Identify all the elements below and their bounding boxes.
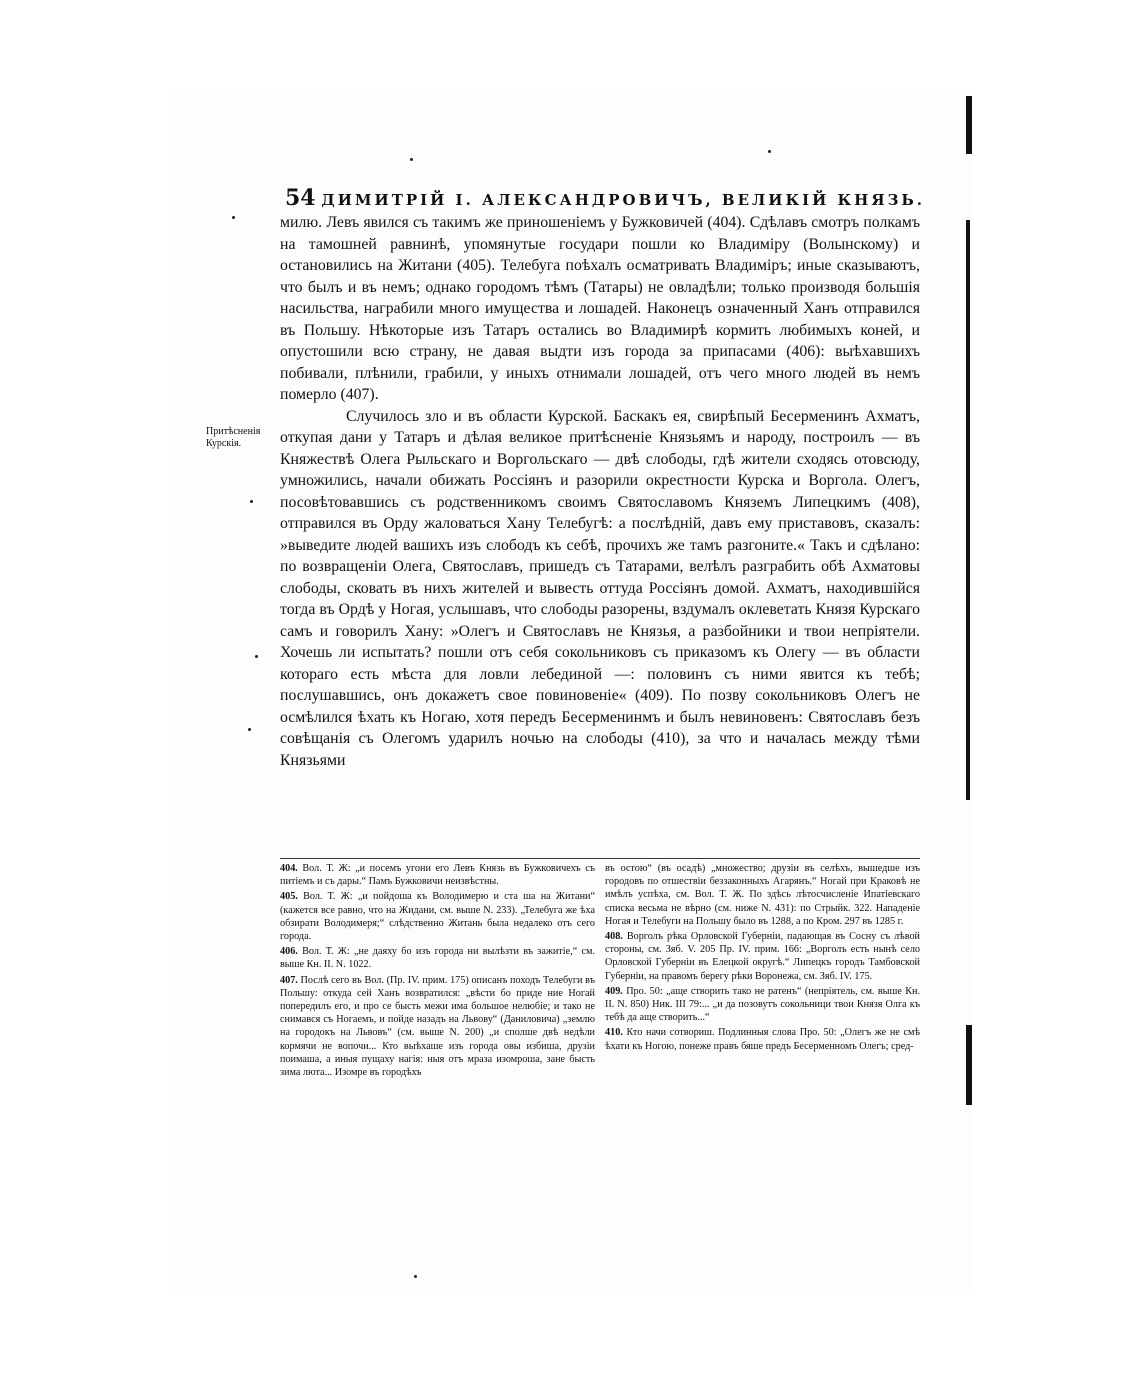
footnote-410: 410. Кто начи сотвориш. Подлинныя слова Про. 50: „Олегъ же не смѣ ѣхати къ Ногою, понеже правъ бяше предъ Бесерменномъ Олегъ; сред- bbox=[605, 1027, 920, 1052]
scan-speck bbox=[768, 150, 771, 153]
page-number: 54 bbox=[285, 185, 316, 211]
main-text bbox=[280, 212, 920, 771]
scan-speck bbox=[232, 216, 235, 219]
page-edge-shadow-middle bbox=[966, 220, 970, 800]
paragraph-1: милю. Левъ явился съ такимъ же приношеніемъ у Бужковичей (404). Сдѣлавъ смотръ полкамъ на тамошней равнинѣ, упомянутые государи пошли ко Владиміру (Волынскому) и остановились на Житани (405). Телебуга поѣхалъ осматривать Владиміръ; иные сказываютъ, что былъ и въ немъ; однако городомъ тѣмъ (Татары) не овладѣли; только производя большія насильства, награбили много имущества и лошадей. Наконецъ означенный Ханъ отправился въ Польшу. Нѣкоторые изъ Татаръ остались во Владимирѣ кормить любимыхъ коней, и опустошили всю страну, не давая выдти изъ города за припасами (406): выѣхавшихъ побивали, плѣнили, грабили, у иныхъ отнимали лошадей, отъ чего много людей въ немъ померло (407). bbox=[280, 214, 920, 403]
paragraph-2: Случилось зло и въ области Курской. Баскакъ ея, свирѣпый Бесерменинъ Ахматъ, откупая дани у Татаръ и дѣлая великое притѣсненіе Князьямъ и народу, построилъ — въ Княжествѣ Олега Рыльскаго и Воргольскаго — двѣ слободы, гдѣ жители сходясь отовсюду, умножились, начали обижать Россіянъ и разорили окрестности Курска и Воргола. Олегъ, посовѣтовавшись съ родственникомъ своимъ Святославомъ Княземъ Липецкимъ (408), отправился въ Орду жаловаться Хану Телебугѣ: а послѣдній, давъ ему приставовъ, сказалъ: »выведите людей вашихъ изъ слободъ къ себѣ, прочихъ же тамъ разгоните.« Такъ и сдѣлано: по возвращеніи Олега, Святославъ, пришедъ съ Татарами, велѣлъ разграбить обѣ Ахматовы слободы, сковать въ нихъ жителей и вывесть оттуда Россіянъ домой. Ахматъ, находившійся тогда въ Ордѣ у Ногая, услышавъ, что слободы разорены, вздумалъ оклеветать Князя Курскаго самъ и говорилъ Хану: »Олегъ и Святославъ не Князья, а разбойники и твои непріятели. Хочешь ли испытать? пошли отъ себя сокольниковъ съ приказомъ къ Олегу — въ области котораго есть мѣста для ловли лебединой —: половинъ съ ними явится къ тебѣ; послушавшись, онъ докажетъ свое повиновеніе« (409). По позву сокольниковъ Олегъ не осмѣлился ѣхать къ Ногаю, хотя передъ Бесерменинмъ и былъ невиновенъ: Святославъ безъ совѣщанія съ Олегомъ ударилъ ночью на слободы (410), за что и началась между тѣми Князьями bbox=[280, 407, 920, 769]
footnote-rule bbox=[280, 858, 920, 859]
scan-speck bbox=[410, 158, 413, 161]
footnote-405: 405. Вол. Т. Ж: „и пойдоша къ Володимерю и ста ша на Житани“ (кажется все равно, что на Жидани, см. выше N. 233). „Телебуга же ѣха обзирати Володимеря;“ слѣдственно Житань была недалеко отъ сего города. bbox=[280, 891, 595, 943]
footnote-409: 409. Про. 50: „аще створить тако не ратенъ“ (непріятель, см. выше Кн. II. N. 850) Ник. III 79:... „и да позовутъ сокольници твои Князя Олга къ тебѣ да аще створить...“ bbox=[605, 985, 920, 1024]
running-header bbox=[285, 185, 925, 211]
marginal-note: Притѣсненія Курскія. bbox=[206, 426, 261, 449]
page-edge-shadow-bottom bbox=[966, 1025, 972, 1105]
footnote-407: 407. Послѣ сего въ Вол. (Пр. IV. прим. 175) описанъ походъ Телебуги въ Польшу: откуда сей Ханъ возвратился: „вѣсти бо приде ние Ногай попередилъ его, и про се бысть межи има большое нелюбіе; и тако не снимався съ Ногаемъ, и пойде назадъ на Львову“ (Даниловича) „землю на городокъ на Львовъ“ (см. выше N. 200) „и сполше двѣ недѣли кормячи не вопочи... Кто выѣхаше изъ города овы избиша, друзіи поимаша, а иныя пущаху нагія: ныя отъ мраза изомроша, зане бысть зима люта... Изомре въ городѣхъ bbox=[280, 974, 596, 1079]
footnotes-right-column bbox=[605, 862, 920, 1081]
scan-speck bbox=[255, 655, 258, 658]
footnote-404: 404. Вол. Т. Ж: „и посемъ угони его Левъ Князь въ Бужковичехъ съ питіемъ и съ дары.“ Памъ Бужковичи неизвѣстны. bbox=[280, 863, 596, 888]
footnotes-left-column bbox=[280, 862, 595, 1081]
scan-speck bbox=[250, 500, 253, 503]
footnotes bbox=[280, 862, 920, 1081]
page-edge-shadow-top bbox=[966, 96, 972, 154]
scan-speck bbox=[248, 728, 251, 731]
running-title: ДИМИТРІЙ I. АЛЕКСАНДРОВИЧЪ, ВЕЛИКІЙ КНЯЗЬ. bbox=[321, 191, 925, 209]
scan-speck bbox=[414, 1275, 417, 1278]
footnote-406: 406. Вол. Т. Ж: „не даяху бо изъ города ни вылѣзти въ зажитіе,“ см. выше Кн. II. N. 1022. bbox=[280, 946, 596, 971]
footnote-407-continued: въ остою“ (въ осадѣ) „множество; друзіи въ селѣхъ, вышедше изъ городовъ по отшествіи беззаконныхъ Агарянъ.“ Ногай при Краковѣ не имѣлъ успѣха, см. Вол. Т. Ж. По здѣсь лѣтосчисленіе Ипатіевскаго списка весьма не вѣрно (см. ниже N. 431): по Стрыйк. 322. Нападеніе Ногая и Телебуги на Польшу было въ 1288, а по Кром. 297 въ 1285 г. bbox=[605, 863, 920, 927]
footnote-408: 408. Ворголъ рѣка Орловской Губерніи, падающая въ Сосну съ лѣвой стороны, см. Зяб. V. 205 Пр. IV. прим. 166: „Ворголъ есть нынѣ село Орловской Губерніи въ Елецкой округѣ.“ Липецкъ городъ Тамбовской Губерніи, на правомъ берегу рѣки Воронежа, см. Зяб. IV. 175. bbox=[605, 931, 920, 982]
